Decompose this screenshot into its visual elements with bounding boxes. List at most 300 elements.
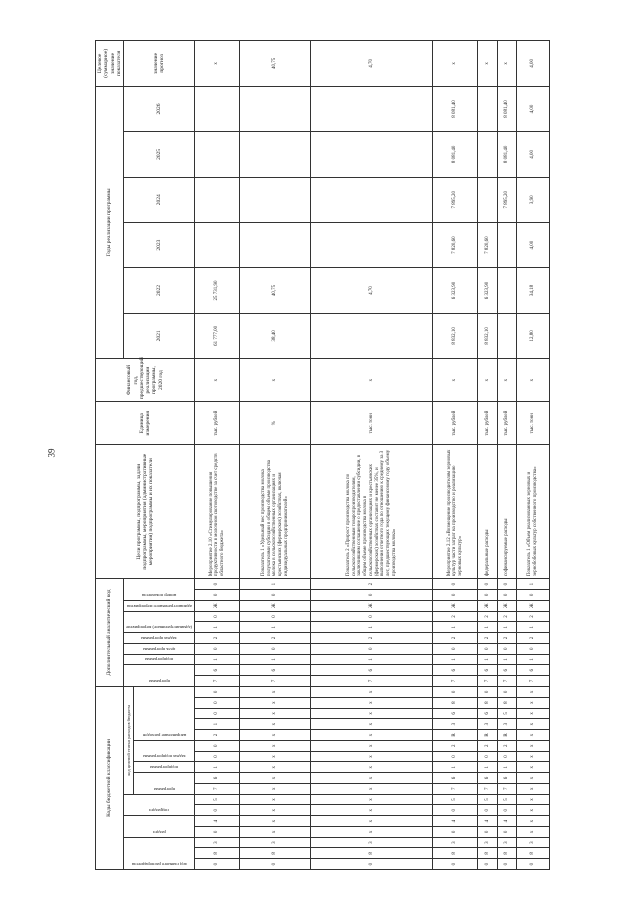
code-digit: 3 [195, 837, 240, 848]
row-target: 40,75 [240, 41, 311, 87]
code-digit: 0 [433, 859, 478, 870]
row-value [195, 177, 240, 222]
table-row [478, 41, 498, 870]
code-digit: 8 [433, 697, 478, 708]
table-row [240, 41, 311, 870]
code-digit: 7 [195, 783, 240, 794]
code-digit: 2 [517, 633, 549, 644]
code-digit: 1 [240, 579, 311, 590]
row-value: 8 081,40 [497, 86, 517, 131]
code-digit: 7 [517, 676, 549, 687]
code-digit: 2 [517, 611, 549, 622]
code-digit: 0 [240, 590, 311, 601]
row-name: Показатель 1 «Удельный вес производства молока получателями субсидии в общем объеме производства молока в сельскохозяйственных организациях и крестьянских (фермерских) хозяйствах, включая индивидуальных предпринимателей» [240, 445, 311, 579]
budget-codes-header: Коды бюджетной классификации [96, 686, 124, 869]
code-digit: 3 [433, 719, 478, 730]
code-digit: 0 [433, 826, 478, 837]
code-digit: х [517, 686, 549, 697]
code-digit: 7 [195, 676, 240, 687]
additional-code-header: Дополнительный аналитический код [96, 579, 124, 687]
row-base: х [478, 359, 498, 402]
vertical-header-text: подраздел [149, 808, 170, 814]
year-header: 2023 [124, 222, 195, 267]
code-digit: 0 [195, 740, 240, 751]
row-base: х [195, 359, 240, 402]
code-digit: х [240, 740, 311, 751]
code-digit: х [311, 697, 433, 708]
code-digit: х [517, 751, 549, 762]
code-digit: 1 [478, 654, 498, 665]
code-digit: 0 [478, 590, 498, 601]
code-digit: 2 [240, 633, 311, 644]
code-digit: 4 [478, 816, 498, 827]
code-digit: х [240, 686, 311, 697]
code-digit: 1 [195, 719, 240, 730]
code-digit: х [311, 730, 433, 741]
code-digit: 0 [195, 826, 240, 837]
code-digit: 2 [311, 579, 433, 590]
code-digit: 7 [433, 783, 478, 794]
code-digit: Ж [311, 600, 433, 611]
code-digit: х [311, 826, 433, 837]
code-digit: 1 [497, 762, 517, 773]
vertical-header [134, 762, 195, 773]
code-digit: Ж [433, 600, 478, 611]
code-digit: 2 [497, 740, 517, 751]
code-digit: х [311, 708, 433, 719]
code-digit: х [517, 783, 549, 794]
vertical-header [124, 643, 195, 654]
code-digit: 5 [195, 794, 240, 805]
code-digit: 2 [497, 633, 517, 644]
code-digit: х [517, 762, 549, 773]
code-digit: 7 [497, 783, 517, 794]
row-unit: тыс. рублей [497, 402, 517, 445]
code-digit: 1 [433, 762, 478, 773]
code-digit: Ж [497, 600, 517, 611]
code-digit: 7 [478, 676, 498, 687]
target-header: Целевое (суммарное) значение показателя [96, 41, 124, 87]
code-digit: 6 [478, 708, 498, 719]
code-digit: х [240, 762, 311, 773]
target-sub-header: значение прогноз [124, 41, 195, 87]
code-digit: 0 [195, 708, 240, 719]
row-value [240, 222, 311, 267]
row-name: Показатель 2 «Прирост производства молока по сельскохозяйственным товаропроизводителям, заключившим соглашение о предоставлении субсидии, в общем объеме производства молока в сельскохозяйственных организациях и крестьянских (фермерских) хозяйствах составит не менее 35%, и выполнения отчетного года по отношению к среднему за 3 лет, предшествующих текущему финансовому году объему производства молока» [311, 445, 433, 579]
row-value: 4,00 [517, 132, 549, 177]
row-unit: тыс. рублей [478, 402, 498, 445]
code-digit: 0 [497, 579, 517, 590]
code-digit: Ж [478, 600, 498, 611]
code-digit: 1 [195, 762, 240, 773]
code-digit: 1 [478, 622, 498, 633]
code-digit: 3 [497, 719, 517, 730]
unit-header: Единица измерения [96, 402, 195, 445]
code-digit: х [517, 794, 549, 805]
code-digit: 3 [478, 837, 498, 848]
code-digit: 3 [497, 837, 517, 848]
row-target: 4,00 [517, 41, 549, 87]
code-digit: 0 [478, 826, 498, 837]
code-digit: х [240, 805, 311, 816]
vertical-header [124, 633, 195, 644]
code-digit: 1 [517, 654, 549, 665]
code-digit: х [517, 740, 549, 751]
code-digit: х [240, 794, 311, 805]
row-value [478, 132, 498, 177]
code-digit: х [517, 719, 549, 730]
row-target: х [195, 41, 240, 87]
code-digit: 6 [497, 665, 517, 676]
code-digit: 8 [311, 848, 433, 859]
year-header: 2021 [124, 313, 195, 358]
code-digit: х [240, 773, 311, 784]
row-value: 8 832,10 [478, 313, 498, 358]
row-value: 7 895,20 [433, 177, 478, 222]
code-digit: 1 [195, 622, 240, 633]
code-digit: R [497, 730, 517, 741]
code-digit: 0 [311, 859, 433, 870]
row-value [311, 86, 433, 131]
code-digit: 0 [478, 579, 498, 590]
row-base: х [311, 359, 433, 402]
row-value: 4,00 [517, 86, 549, 131]
code-digit: 0 [433, 686, 478, 697]
row-value: 3,90 [517, 177, 549, 222]
code-digit: R [433, 730, 478, 741]
vertical-header [124, 600, 195, 611]
vertical-header-text: раздел [152, 829, 166, 835]
code-digit: 1 [195, 654, 240, 665]
year-header: 2026 [124, 86, 195, 131]
row-value: 38,40 [240, 313, 311, 358]
code-digit: 8 [497, 697, 517, 708]
code-digit: х [311, 783, 433, 794]
code-digit: 3 [311, 837, 433, 848]
code-digit: 0 [478, 686, 498, 697]
row-value [311, 177, 433, 222]
code-digit: 0 [433, 805, 478, 816]
code-digit: 1 [311, 622, 433, 633]
program-table [95, 40, 550, 870]
code-digit: 6 [195, 665, 240, 676]
vertical-header [124, 816, 195, 838]
row-target: х [433, 41, 478, 87]
row-value [195, 132, 240, 177]
code-digit: 8 [497, 848, 517, 859]
code-digit: 0 [497, 805, 517, 816]
code-digit: 6 [478, 773, 498, 784]
code-digit: х [240, 730, 311, 741]
code-digit: 0 [497, 643, 517, 654]
code-digit: Ж [240, 600, 311, 611]
code-digit: 0 [195, 579, 240, 590]
code-digit: 0 [195, 805, 240, 816]
rotated-table-container [95, 40, 539, 870]
code-digit: х [240, 826, 311, 837]
row-value: 34,18 [517, 268, 549, 313]
code-digit: R [478, 730, 498, 741]
row-value: 6 323,90 [478, 268, 498, 313]
row-value [195, 86, 240, 131]
vertical-header [124, 611, 195, 633]
row-value [497, 268, 517, 313]
code-digit: 7 [311, 676, 433, 687]
code-digit: 2 [433, 633, 478, 644]
row-value: 8 832,10 [433, 313, 478, 358]
row-value [240, 177, 311, 222]
code-digit: Ж [195, 600, 240, 611]
code-digit: 0 [497, 590, 517, 601]
code-digit: 1 [433, 622, 478, 633]
code-digit: 3 [433, 837, 478, 848]
code-digit: 0 [497, 826, 517, 837]
code-digit: х [240, 751, 311, 762]
code-digit: 1 [433, 654, 478, 665]
code-digit: 1 [240, 622, 311, 633]
row-base: х [240, 359, 311, 402]
code-digit: 0 [497, 751, 517, 762]
code-digit: 6 [478, 665, 498, 676]
code-digit: х [311, 816, 433, 827]
table-row [311, 41, 433, 870]
code-digit: 0 [433, 590, 478, 601]
csr-header: код целевой статьи расходов бюджета [124, 686, 134, 794]
row-value: 8 081,40 [497, 132, 517, 177]
row-value: 4,70 [311, 268, 433, 313]
row-value: 7 820,60 [433, 222, 478, 267]
code-digit: 1 [517, 622, 549, 633]
code-digit: 2 [195, 730, 240, 741]
row-name: Мероприятие 2.10 «Стимулирование повышения продуктивности в молочном скотоводстве за счет средств областного бюджета» [195, 445, 240, 579]
table-row [195, 41, 240, 870]
row-value [311, 313, 433, 358]
base-year-header: Финансовый год, предшествующий реализации программы, 2020 год [96, 359, 195, 402]
row-name: софинансируемые расходы [497, 445, 517, 579]
code-digit: Ж [517, 600, 549, 611]
code-digit: х [311, 719, 433, 730]
code-digit: 0 [478, 805, 498, 816]
code-digit: 0 [478, 751, 498, 762]
row-value: 40,75 [240, 268, 311, 313]
code-digit: 8 [195, 848, 240, 859]
code-digit: 0 [311, 643, 433, 654]
code-digit: 7 [240, 676, 311, 687]
code-digit: х [311, 805, 433, 816]
code-digit: 4 [195, 816, 240, 827]
vertical-header [134, 773, 195, 795]
vertical-header [134, 686, 195, 740]
code-digit: 0 [433, 751, 478, 762]
row-value: 4,00 [517, 222, 549, 267]
code-digit: х [311, 773, 433, 784]
row-unit: тыс. рублей [433, 402, 478, 445]
row-base: х [433, 359, 478, 402]
code-digit: 6 [433, 665, 478, 676]
code-digit: 6 [497, 773, 517, 784]
code-digit: 8 [478, 697, 498, 708]
code-digit: х [311, 751, 433, 762]
row-value: 25 731,90 [195, 268, 240, 313]
code-digit: х [517, 708, 549, 719]
code-digit: х [240, 697, 311, 708]
code-digit: 7 [433, 676, 478, 687]
goal-header: Цели программы, подпрограммы, задачи подпрограммы, мероприятия (административные мероприятия) подпрограммы и их показатели [96, 445, 195, 579]
code-digit: 0 [517, 590, 549, 601]
code-digit: 0 [478, 859, 498, 870]
code-digit: 0 [195, 611, 240, 622]
code-digit: 2 [195, 633, 240, 644]
vertical-header [124, 654, 195, 665]
code-digit: 5 [497, 708, 517, 719]
row-value [311, 222, 433, 267]
code-digit: 0 [311, 611, 433, 622]
code-digit: 0 [195, 697, 240, 708]
code-digit: 0 [497, 686, 517, 697]
page-number: 39 [46, 448, 57, 458]
code-digit: х [517, 697, 549, 708]
vertical-header-text: административного мероприятия [126, 603, 192, 609]
row-value [240, 132, 311, 177]
code-digit: 0 [517, 859, 549, 870]
row-value [311, 132, 433, 177]
code-digit: 2 [478, 633, 498, 644]
vertical-header-text: номер показателя [142, 592, 177, 598]
row-unit: тыс. рублей [195, 402, 240, 445]
code-digit: 1 [497, 654, 517, 665]
row-unit: % [240, 402, 311, 445]
row-name: федеральные расходы [478, 445, 498, 579]
code-digit: 7 [497, 676, 517, 687]
code-digit: 5 [497, 794, 517, 805]
code-digit: х [240, 719, 311, 730]
code-digit: 0 [195, 643, 240, 654]
row-name: Показатель 1 «Объем реализованных зерновых и зернобобовых культур собственного производства» [517, 445, 549, 579]
code-digit: 1 [497, 622, 517, 633]
code-digit: 2 [311, 633, 433, 644]
row-target: х [497, 41, 517, 87]
code-digit: 6 [517, 665, 549, 676]
code-digit: х [517, 805, 549, 816]
code-digit: 0 [433, 643, 478, 654]
code-digit: 1 [478, 762, 498, 773]
vertical-header [134, 740, 195, 762]
row-value [195, 222, 240, 267]
row-value: 61 777,00 [195, 313, 240, 358]
vertical-header [124, 837, 195, 869]
years-group-header: Годы реализации программы [96, 86, 124, 358]
code-digit: 8 [240, 848, 311, 859]
row-value: 8 081,40 [433, 86, 478, 131]
code-digit: 6 [433, 773, 478, 784]
code-digit: х [311, 794, 433, 805]
vertical-header-text: подпрограмма [145, 657, 174, 663]
vertical-header-text: задача подпрограммы [143, 754, 186, 760]
row-target: 4,70 [311, 41, 433, 87]
code-digit: х [240, 708, 311, 719]
code-digit: 6 [195, 773, 240, 784]
row-value: 12,80 [517, 313, 549, 358]
code-digit: 3 [478, 719, 498, 730]
code-digit: 0 [311, 590, 433, 601]
row-base: х [497, 359, 517, 402]
vertical-header-text: подпрограмма [150, 765, 179, 771]
vertical-header-text: цель программы [143, 646, 176, 652]
row-unit: тыс. тонн [517, 402, 549, 445]
code-digit: 4 [497, 816, 517, 827]
code-digit: 0 [240, 611, 311, 622]
code-digit: 2 [497, 611, 517, 622]
row-value [497, 313, 517, 358]
code-digit: 0 [195, 751, 240, 762]
code-digit: 4 [433, 816, 478, 827]
vertical-header-text: код главного распорядителя [131, 862, 187, 867]
code-digit: 8 [478, 848, 498, 859]
vertical-header-text: задача программы [141, 635, 178, 641]
row-value: 7 820,60 [478, 222, 498, 267]
code-digit: х [517, 773, 549, 784]
code-digit: 2 [478, 740, 498, 751]
code-digit: 1 [240, 654, 311, 665]
code-digit: 0 [240, 859, 311, 870]
row-unit: тыс. тонн [311, 402, 433, 445]
year-header: 2022 [124, 268, 195, 313]
row-name: Мероприятие 2.12 «Возмещение производителям зерновых культур части затрат на производство и реализацию зерновых культур» [433, 445, 478, 579]
code-digit: 1 [311, 654, 433, 665]
code-digit: 6 [311, 665, 433, 676]
code-digit: 0 [240, 643, 311, 654]
row-base: х [517, 359, 549, 402]
code-digit: 2 [433, 740, 478, 751]
code-digit: 0 [195, 859, 240, 870]
code-digit: х [517, 816, 549, 827]
code-digit: 1 [517, 579, 549, 590]
code-digit: х [311, 762, 433, 773]
code-digit: х [517, 826, 549, 837]
code-digit: 2 [478, 611, 498, 622]
code-digit: 0 [497, 859, 517, 870]
code-digit: 0 [195, 686, 240, 697]
row-target: х [478, 41, 498, 87]
year-header: 2025 [124, 132, 195, 177]
table-row [517, 41, 549, 870]
code-digit: х [517, 730, 549, 741]
table-row [497, 41, 517, 870]
row-value [497, 222, 517, 267]
code-digit: 2 [433, 611, 478, 622]
code-digit: 6 [240, 665, 311, 676]
row-value: 6 323,90 [433, 268, 478, 313]
code-digit: 0 [195, 590, 240, 601]
code-digit: 0 [478, 643, 498, 654]
code-digit: х [311, 686, 433, 697]
code-digit: 3 [240, 837, 311, 848]
code-digit: 3 [517, 837, 549, 848]
year-header: 2024 [124, 177, 195, 222]
vertical-header [124, 794, 195, 816]
vertical-header-text: программа [148, 678, 170, 684]
vertical-header [124, 665, 195, 687]
vertical-header-text: программа [153, 786, 175, 792]
row-value [240, 86, 311, 131]
row-value [478, 177, 498, 222]
code-digit: 6 [433, 708, 478, 719]
code-digit: х [240, 816, 311, 827]
code-digit: х [311, 740, 433, 751]
row-value [478, 86, 498, 131]
code-digit: 0 [517, 643, 549, 654]
code-digit: 5 [478, 794, 498, 805]
